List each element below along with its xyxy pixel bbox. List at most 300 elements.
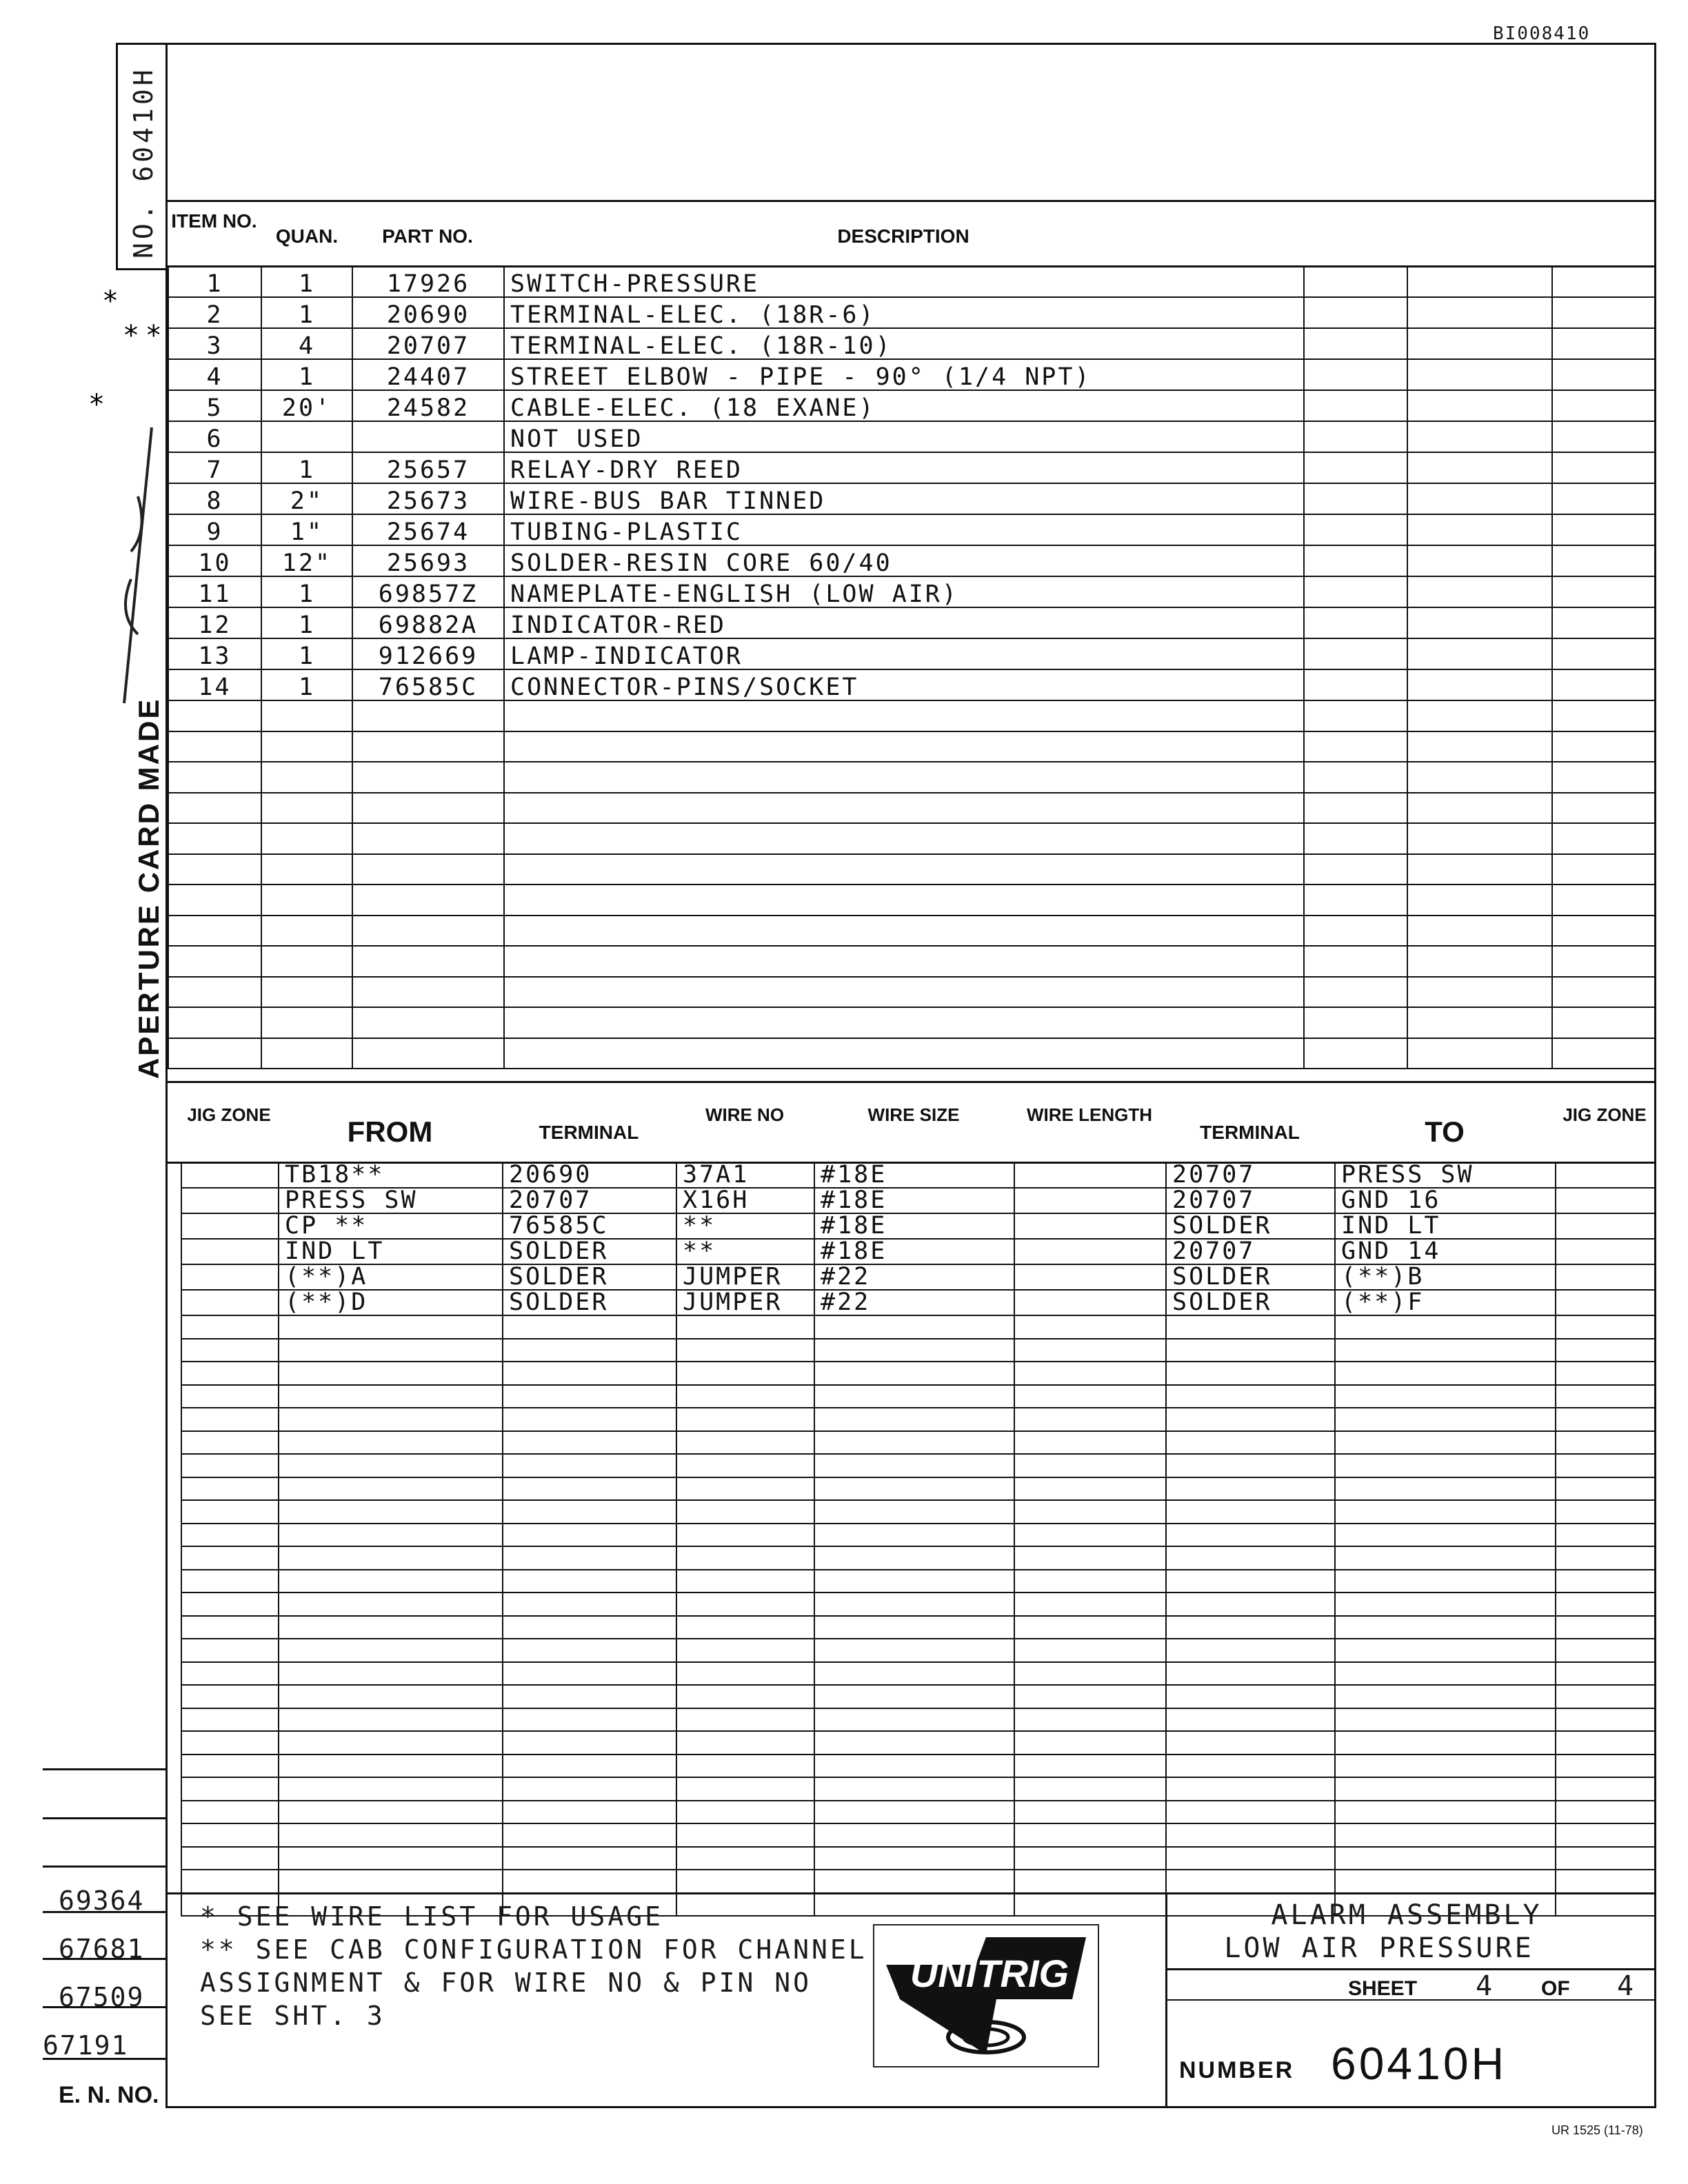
parts-cell-empty: [1304, 359, 1407, 390]
wire-cell-empty: [503, 1616, 676, 1639]
parts-cell-quan: 1: [261, 359, 352, 390]
wire-cell-to: GND 14: [1335, 1239, 1556, 1264]
wire-cell-empty: [814, 1315, 1014, 1339]
item-no-header: ITEM NO.: [171, 210, 257, 232]
wire-cell-empty: [1166, 1639, 1335, 1662]
wire-row: [181, 1823, 1655, 1847]
parts-cell-empty: [168, 1007, 261, 1038]
wire-cell-empty: [1014, 1616, 1166, 1639]
wire-cell-empty: [1014, 1454, 1166, 1477]
wire-cell-empty: [181, 1823, 279, 1847]
parts-row: [168, 700, 1655, 731]
wire-cell-empty: [503, 1385, 676, 1408]
wire-cell-len: [1014, 1239, 1166, 1264]
wire-cell-empty: [503, 1524, 676, 1547]
parts-cell-empty: [1407, 731, 1552, 762]
wire-cell-empty: [181, 1777, 279, 1801]
parts-cell-empty: [168, 793, 261, 824]
parts-cell-part: 69882A: [352, 607, 504, 638]
wire-cell-empty: [1556, 1290, 1655, 1315]
wire-no-header: WIRE NO: [705, 1104, 785, 1125]
wire-cell-to: PRESS SW: [1335, 1162, 1556, 1188]
wire-cell-empty: [814, 1731, 1014, 1755]
wire-row: [181, 1362, 1655, 1385]
wire-cell-empty: [814, 1385, 1014, 1408]
parts-row: [168, 638, 1655, 669]
wire-cell-empty: [1556, 1708, 1655, 1732]
wire-cell-empty: [1556, 1570, 1655, 1593]
wire-cell-empty: [279, 1339, 503, 1362]
wire-cell-empty: [279, 1639, 503, 1662]
wire-cell-size: #18E: [814, 1162, 1014, 1188]
wire-cell-empty: [279, 1685, 503, 1708]
unit-rig-logo: [872, 1923, 1100, 2068]
parts-cell-empty: [261, 731, 352, 762]
wire-cell-from: IND LT: [279, 1239, 503, 1264]
wire-cell-empty: [279, 1362, 503, 1385]
jig-zone-left-header: JIG ZONE: [187, 1104, 271, 1125]
wire-row: [181, 1593, 1655, 1616]
wire-cell-empty: [1335, 1777, 1556, 1801]
parts-cell-item: 1: [168, 266, 261, 297]
wire-cell-empty: [814, 1546, 1014, 1570]
parts-cell-desc: SWITCH-PRESSURE: [504, 266, 1304, 297]
wire-cell-empty: [1556, 1662, 1655, 1686]
wire-cell-empty: [1556, 1616, 1655, 1639]
wire-cell-empty: [1556, 1870, 1655, 1893]
wire-cell-empty: [676, 1524, 814, 1547]
wire-cell-empty: [676, 1685, 814, 1708]
wire-cell-empty: [1014, 1546, 1166, 1570]
parts-cell-part: 24407: [352, 359, 504, 390]
parts-cell-empty: [168, 1038, 261, 1069]
wire-cell-empty: [503, 1639, 676, 1662]
sheet-label: SHEET: [1348, 1977, 1418, 2000]
wire-cell-empty: [503, 1431, 676, 1455]
parts-cell-empty: [504, 854, 1304, 885]
wire-cell-empty: [1556, 1593, 1655, 1616]
parts-cell-empty: [504, 731, 1304, 762]
parts-row: [168, 1007, 1655, 1038]
parts-cell-empty: [1304, 514, 1407, 545]
parts-cell-empty: [1407, 576, 1552, 607]
wire-cell-to: GND 16: [1335, 1188, 1556, 1213]
parts-row: [168, 359, 1655, 390]
wire-cell-empty: [279, 1616, 503, 1639]
wire-table: [181, 1162, 1656, 1917]
wire-cell-size: #22: [814, 1290, 1014, 1315]
parts-cell-empty: [1407, 1007, 1552, 1038]
wire-cell-empty: [279, 1593, 503, 1616]
wire-cell-empty: [181, 1616, 279, 1639]
parts-cell-empty: [352, 854, 504, 885]
parts-cell-empty: [504, 977, 1304, 1008]
wire-cell-len: [1014, 1188, 1166, 1213]
wire-cell-empty: [181, 1188, 279, 1213]
wire-cell-term1: SOLDER: [503, 1290, 676, 1315]
wire-cell-term2: 20707: [1166, 1188, 1335, 1213]
wire-cell-empty: [814, 1431, 1014, 1455]
wire-cell-len: [1014, 1290, 1166, 1315]
parts-cell-empty: [1552, 576, 1655, 607]
wire-cell-empty: [1014, 1847, 1166, 1870]
wire-cell-empty: [676, 1823, 814, 1847]
wire-cell-empty: [1166, 1755, 1335, 1778]
wire-cell-empty: [814, 1362, 1014, 1385]
wire-cell-empty: [503, 1454, 676, 1477]
wire-cell-empty: [181, 1239, 279, 1264]
parts-cell-empty: [352, 731, 504, 762]
parts-cell-empty: [1407, 483, 1552, 514]
wire-cell-to: (**)B: [1335, 1264, 1556, 1290]
wire-row: [181, 1315, 1655, 1339]
parts-cell-empty: [1407, 297, 1552, 328]
wire-cell-empty: [1166, 1431, 1335, 1455]
wire-cell-empty: [1166, 1708, 1335, 1732]
wire-cell-empty: [1166, 1823, 1335, 1847]
wire-cell-empty: [814, 1500, 1014, 1524]
wire-cell-empty: [1335, 1524, 1556, 1547]
wire-cell-empty: [1556, 1546, 1655, 1570]
parts-cell-empty: [1304, 1038, 1407, 1069]
parts-cell-empty: [352, 823, 504, 854]
wire-cell-empty: [1335, 1339, 1556, 1362]
parts-cell-empty: [352, 1007, 504, 1038]
parts-cell-part: 25693: [352, 545, 504, 576]
parts-cell-empty: [261, 946, 352, 977]
quantity-header: QUAN.: [275, 225, 339, 247]
wire-cell-empty: [1014, 1662, 1166, 1686]
title-block-top-line: [168, 1892, 1654, 1894]
wire-cell-empty: [181, 1662, 279, 1686]
parts-row: [168, 669, 1655, 700]
parts-cell-quan: [261, 421, 352, 452]
parts-cell-desc: NAMEPLATE-ENGLISH (LOW AIR): [504, 576, 1304, 607]
svg-text:UNITRIG: UNITRIG: [910, 1952, 1069, 1995]
parts-cell-empty: [352, 884, 504, 916]
parts-row: [168, 946, 1655, 977]
wire-cell-empty: [814, 1823, 1014, 1847]
parts-cell-empty: [1407, 266, 1552, 297]
parts-cell-empty: [261, 1007, 352, 1038]
parts-cell-empty: [1552, 731, 1655, 762]
wire-cell-term1: SOLDER: [503, 1239, 676, 1264]
wire-cell-empty: [814, 1662, 1014, 1686]
wire-cell-empty: [503, 1339, 676, 1362]
wire-row: [181, 1731, 1655, 1755]
wire-cell-empty: [676, 1847, 814, 1870]
wire-cell-empty: [814, 1477, 1014, 1501]
wire-cell-empty: [676, 1801, 814, 1824]
parts-cell-empty: [1304, 854, 1407, 885]
parts-row: [168, 266, 1655, 297]
wire-cell-empty: [814, 1870, 1014, 1893]
parts-cell-empty: [1304, 946, 1407, 977]
parts-cell-item: 9: [168, 514, 261, 545]
parts-cell-quan: 1: [261, 297, 352, 328]
parts-cell-empty: [1407, 545, 1552, 576]
wire-cell-empty: [1166, 1362, 1335, 1385]
parts-cell-item: 8: [168, 483, 261, 514]
wire-cell-wire_no: JUMPER: [676, 1264, 814, 1290]
wire-row: [181, 1162, 1655, 1188]
wire-cell-empty: [1014, 1639, 1166, 1662]
parts-cell-empty: [352, 916, 504, 947]
wire-cell-empty: [814, 1708, 1014, 1732]
wire-cell-empty: [1014, 1362, 1166, 1385]
wire-cell-empty: [181, 1593, 279, 1616]
parts-cell-empty: [1552, 700, 1655, 731]
of-label: OF: [1541, 1977, 1570, 2000]
wire-cell-wire_no: 37A1: [676, 1162, 814, 1188]
parts-cell-empty: [1304, 421, 1407, 452]
wire-cell-empty: [503, 1570, 676, 1593]
parts-cell-desc: CONNECTOR-PINS/SOCKET: [504, 669, 1304, 700]
wire-row: [181, 1264, 1655, 1290]
parts-cell-quan: 1: [261, 452, 352, 483]
wire-cell-empty: [1335, 1801, 1556, 1824]
parts-cell-item: 7: [168, 452, 261, 483]
parts-cell-empty: [1407, 669, 1552, 700]
wire-cell-empty: [1335, 1847, 1556, 1870]
parts-cell-desc: STREET ELBOW - PIPE - 90° (1/4 NPT): [504, 359, 1304, 390]
wire-cell-wire_no: **: [676, 1213, 814, 1239]
parts-cell-empty: [1304, 328, 1407, 359]
wire-cell-empty: [1014, 1339, 1166, 1362]
wire-cell-empty: [1166, 1847, 1335, 1870]
wire-cell-empty: [814, 1801, 1014, 1824]
wire-cell-empty: [1014, 1823, 1166, 1847]
wire-row: [181, 1801, 1655, 1824]
parts-cell-empty: [352, 946, 504, 977]
wire-cell-empty: [676, 1639, 814, 1662]
wire-row: [181, 1662, 1655, 1686]
wire-cell-term1: 76585C: [503, 1213, 676, 1239]
parts-cell-empty: [1552, 977, 1655, 1008]
parts-cell-empty: [1304, 483, 1407, 514]
wire-cell-empty: [181, 1339, 279, 1362]
sheet-number: 4: [1476, 1970, 1496, 2002]
parts-cell-empty: [1552, 884, 1655, 916]
wire-cell-empty: [503, 1823, 676, 1847]
wire-cell-empty: [1166, 1546, 1335, 1570]
terminal-left-header: TERMINAL: [539, 1122, 639, 1143]
wire-cell-empty: [1014, 1477, 1166, 1501]
wire-cell-empty: [1556, 1408, 1655, 1431]
parts-cell-empty: [1407, 638, 1552, 669]
parts-cell-empty: [1407, 421, 1552, 452]
en-line-1: [43, 1768, 167, 1770]
en-number-4: 67191: [43, 2030, 129, 2061]
wire-cell-empty: [181, 1454, 279, 1477]
parts-cell-part: 17926: [352, 266, 504, 297]
parts-cell-empty: [1304, 916, 1407, 947]
wire-cell-empty: [1335, 1685, 1556, 1708]
parts-cell-empty: [168, 700, 261, 731]
wire-cell-empty: [503, 1477, 676, 1501]
wire-cell-empty: [279, 1708, 503, 1732]
wire-cell-empty: [676, 1431, 814, 1455]
parts-cell-empty: [261, 823, 352, 854]
wire-cell-size: #18E: [814, 1188, 1014, 1213]
wire-cell-empty: [1556, 1524, 1655, 1547]
en-number-3: 67509: [59, 1982, 145, 2012]
parts-row: [168, 823, 1655, 854]
parts-cell-empty: [1552, 946, 1655, 977]
parts-cell-empty: [1552, 1007, 1655, 1038]
parts-cell-empty: [261, 977, 352, 1008]
parts-cell-item: 12: [168, 607, 261, 638]
parts-cell-empty: [1407, 823, 1552, 854]
parts-cell-desc: CABLE-ELEC. (18 EXANE): [504, 390, 1304, 421]
wire-cell-empty: [503, 1662, 676, 1686]
wire-cell-term1: 20707: [503, 1188, 676, 1213]
parts-cell-empty: [1304, 823, 1407, 854]
wire-cell-empty: [503, 1315, 676, 1339]
wire-cell-empty: [1335, 1408, 1556, 1431]
wire-cell-from: (**)D: [279, 1290, 503, 1315]
parts-cell-empty: [1552, 1038, 1655, 1069]
parts-row: [168, 793, 1655, 824]
parts-cell-empty: [1407, 452, 1552, 483]
wire-cell-wire_no: X16H: [676, 1188, 814, 1213]
parts-cell-desc: LAMP-INDICATOR: [504, 638, 1304, 669]
parts-cell-empty: [168, 884, 261, 916]
wire-cell-empty: [1556, 1239, 1655, 1264]
parts-cell-empty: [1304, 297, 1407, 328]
wire-row: [181, 1870, 1655, 1893]
parts-cell-empty: [261, 854, 352, 885]
parts-cell-desc: TERMINAL-ELEC. (18R-10): [504, 328, 1304, 359]
parts-cell-empty: [1304, 390, 1407, 421]
wire-row: [181, 1500, 1655, 1524]
wire-cell-empty: [1556, 1162, 1655, 1188]
parts-row: [168, 514, 1655, 545]
parts-row: [168, 576, 1655, 607]
parts-cell-empty: [1304, 669, 1407, 700]
en-number-1: 69364: [59, 1885, 145, 1916]
wire-cell-empty: [181, 1162, 279, 1188]
parts-cell-desc: SOLDER-RESIN CORE 60/40: [504, 545, 1304, 576]
wire-cell-from: CP **: [279, 1213, 503, 1239]
parts-cell-empty: [1552, 328, 1655, 359]
parts-cell-part: 20707: [352, 328, 504, 359]
wire-cell-empty: [1014, 1524, 1166, 1547]
wire-cell-empty: [1014, 1385, 1166, 1408]
wire-cell-empty: [1166, 1801, 1335, 1824]
wire-cell-len: [1014, 1264, 1166, 1290]
wire-cell-empty: [181, 1431, 279, 1455]
parts-cell-empty: [1304, 884, 1407, 916]
wire-cell-len: [1014, 1162, 1166, 1188]
wire-cell-empty: [181, 1477, 279, 1501]
wire-cell-empty: [1556, 1454, 1655, 1477]
wire-cell-empty: [1014, 1708, 1166, 1732]
parts-cell-empty: [261, 916, 352, 947]
wire-cell-empty: [1014, 1685, 1166, 1708]
wire-cell-empty: [1166, 1500, 1335, 1524]
wire-cell-empty: [814, 1616, 1014, 1639]
wire-cell-empty: [181, 1408, 279, 1431]
parts-row: [168, 916, 1655, 947]
wire-cell-empty: [814, 1755, 1014, 1778]
wire-cell-empty: [181, 1685, 279, 1708]
parts-cell-item: 5: [168, 390, 261, 421]
wire-row: [181, 1616, 1655, 1639]
wire-cell-empty: [279, 1823, 503, 1847]
wire-row: [181, 1188, 1655, 1213]
parts-cell-desc: WIRE-BUS BAR TINNED: [504, 483, 1304, 514]
parts-cell-part: 25657: [352, 452, 504, 483]
wire-cell-empty: [1014, 1315, 1166, 1339]
wire-cell-term2: SOLDER: [1166, 1213, 1335, 1239]
wire-cell-empty: [1014, 1870, 1166, 1893]
wire-cell-term1: 20690: [503, 1162, 676, 1188]
parts-cell-empty: [261, 1038, 352, 1069]
wire-row: [181, 1777, 1655, 1801]
number-label: NUMBER: [1179, 2057, 1295, 2083]
wire-cell-from: TB18**: [279, 1162, 503, 1188]
parts-cell-empty: [504, 793, 1304, 824]
wire-cell-to: (**)F: [1335, 1290, 1556, 1315]
wire-cell-from: PRESS SW: [279, 1188, 503, 1213]
parts-cell-empty: [1552, 916, 1655, 947]
wire-row: [181, 1431, 1655, 1455]
wire-cell-empty: [279, 1570, 503, 1593]
parts-cell-item: 11: [168, 576, 261, 607]
wire-cell-empty: [503, 1362, 676, 1385]
wire-cell-empty: [181, 1570, 279, 1593]
parts-row: [168, 421, 1655, 452]
wire-cell-empty: [1166, 1477, 1335, 1501]
wire-cell-empty: [676, 1362, 814, 1385]
parts-cell-empty: [1552, 390, 1655, 421]
parts-cell-quan: 1: [261, 266, 352, 297]
wire-cell-empty: [676, 1315, 814, 1339]
parts-row: [168, 762, 1655, 793]
wire-cell-empty: [1556, 1685, 1655, 1708]
wire-cell-empty: [181, 1870, 279, 1893]
en-line-3: [43, 1866, 167, 1868]
parts-cell-empty: [352, 700, 504, 731]
terminal-right-header: TERMINAL: [1200, 1122, 1300, 1143]
parts-cell-empty: [168, 731, 261, 762]
jig-zone-right-header: JIG ZONE: [1563, 1104, 1647, 1125]
wire-cell-empty: [1335, 1454, 1556, 1477]
parts-row: [168, 483, 1655, 514]
parts-cell-empty: [352, 762, 504, 793]
wire-cell-empty: [1014, 1570, 1166, 1593]
en-number-label: E. N. NO.: [59, 2082, 159, 2108]
parts-cell-empty: [1407, 916, 1552, 947]
parts-row: [168, 607, 1655, 638]
wire-cell-empty: [1556, 1188, 1655, 1213]
wire-cell-empty: [503, 1870, 676, 1893]
wire-cell-empty: [1335, 1477, 1556, 1501]
parts-cell-empty: [504, 762, 1304, 793]
wire-cell-empty: [1556, 1500, 1655, 1524]
wire-cell-size: #18E: [814, 1213, 1014, 1239]
wire-cell-empty: [1166, 1408, 1335, 1431]
parts-cell-part: 20690: [352, 297, 504, 328]
wire-row: [181, 1477, 1655, 1501]
wire-cell-empty: [279, 1431, 503, 1455]
wire-cell-empty: [279, 1524, 503, 1547]
wire-cell-empty: [1556, 1777, 1655, 1801]
wire-cell-empty: [181, 1524, 279, 1547]
wire-cell-empty: [1335, 1315, 1556, 1339]
parts-cell-empty: [261, 793, 352, 824]
